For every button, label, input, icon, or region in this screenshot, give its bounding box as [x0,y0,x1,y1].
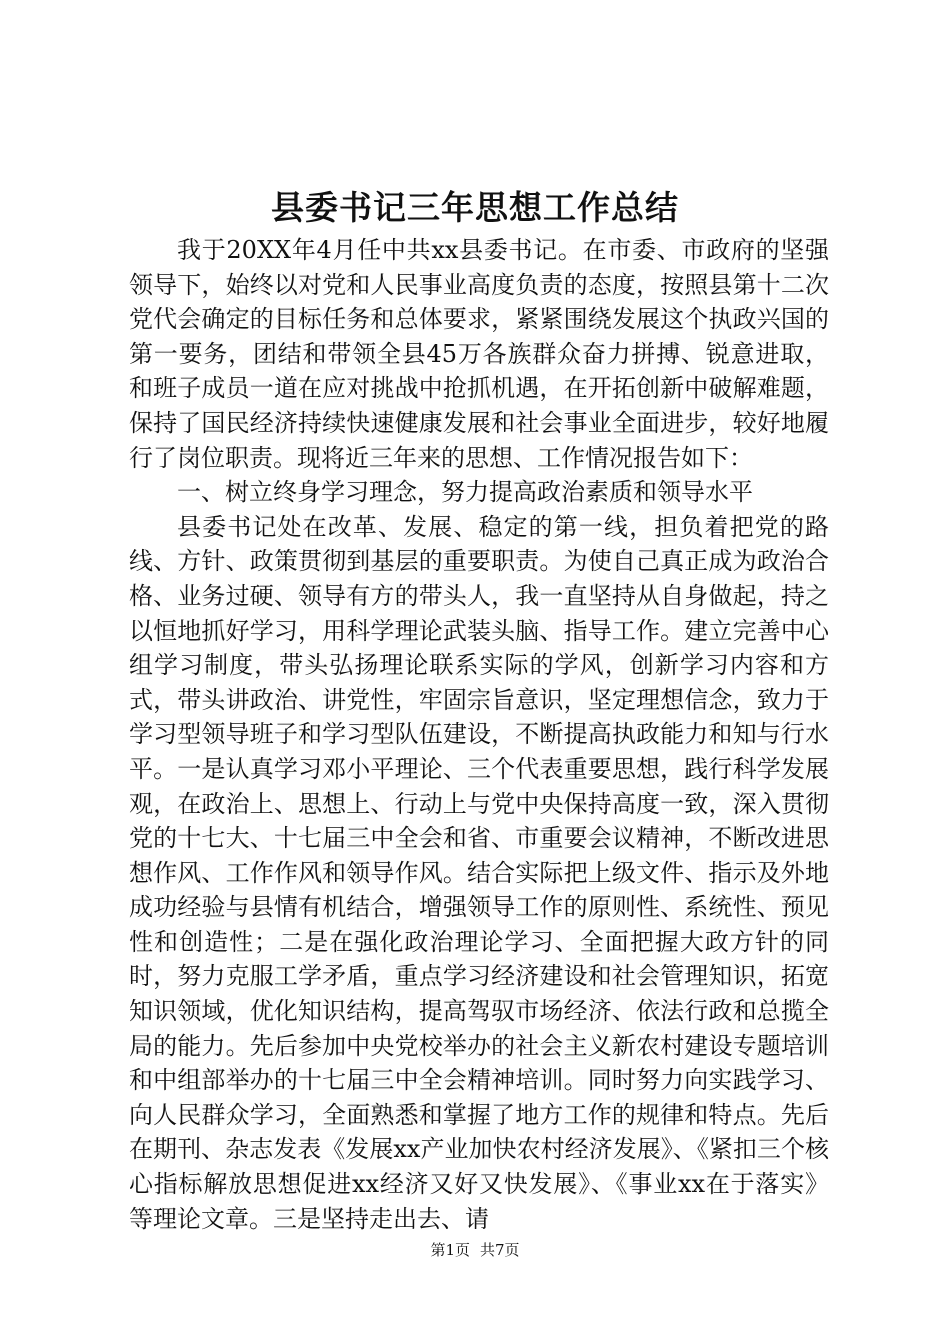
paragraph-intro: 我于20XX年4月任中共xx县委书记。在市委、市政府的坚强领导下，始终以对党和人民事业高度负责的态度，按照县第十二次党代会确定的目标任务和总体要求，紧紧围绕发展这个执政兴国的第一要务，团结和带领全县45万各族群众奋力拼搏、锐意进取，和班子成员一道在应对挑战中抢抓机遇，在开拓创新中破解难题，保持了国民经济持续快速健康发展和社会事业全面进步，较好地履行了岗位职责。现将近三年来的思想、工作情况报告如下： [129,236,829,472]
page-number: 第1页 [430,1241,470,1259]
paragraph-section-1: 县委书记处在改革、发展、稳定的第一线，担负着把党的路线、方针、政策贯彻到基层的重要职责。为使自己真正成为政治合格、业务过硬、领导有方的带头人，我一直坚持从自身做起，持之以恒地抓好学习，用科学理论武装头脑、指导工作。建立完善中心组学习制度，带头弘扬理论联系实际的学风，创新学习内容和方式，带头讲政治、讲党性，牢固宗旨意识，坚定理想信念，致力于学习型领导班子和学习型队伍建设，不断提高执政能力和知与行水平。一是认真学习邓小平理论、三个代表重要思想，践行科学发展观，在政治上、思想上、行动上与党中央保持高度一致，深入贯彻党的十七大、十七届三中全会和省、市重要会议精神，不断改进思想作风、工作作风和领导作风。结合实际把上级文件、指示及外地成功经验与县情有机结合，增强领导工作的原则性、系统性、预见性和创造性；二是在强化政治理论学习、全面把握大政方针的同时，努力克服工学矛盾，重点学习经济建设和社会管理知识，拓宽知识领域，优化知识结构，提高驾驭市场经济、依法行政和总揽全局的能力。先后参加中央党校举办的社会主义新农村建设专题培训和中组部举办的十七届三中全会精神培训。同时努力向实践学习、向人民群众学习，全面熟悉和掌握了地方工作的规律和特点。先后在期刊、杂志发表《发展xx产业加快农村经济发展》、《紧扣三个核心指标解放思想促进xx经济又好又快发展》、《事业xx在于落实》等理论文章。三是坚持走出去、请 [129,512,829,1233]
section-heading-1: 一、树立终身学习理念，努力提高政治素质和领导水平 [177,478,753,507]
page-total: 共7页 [480,1241,520,1259]
document-title: 县委书记三年思想工作总结 [271,188,679,227]
document-body [129,233,829,1236]
page-footer [0,1240,950,1260]
